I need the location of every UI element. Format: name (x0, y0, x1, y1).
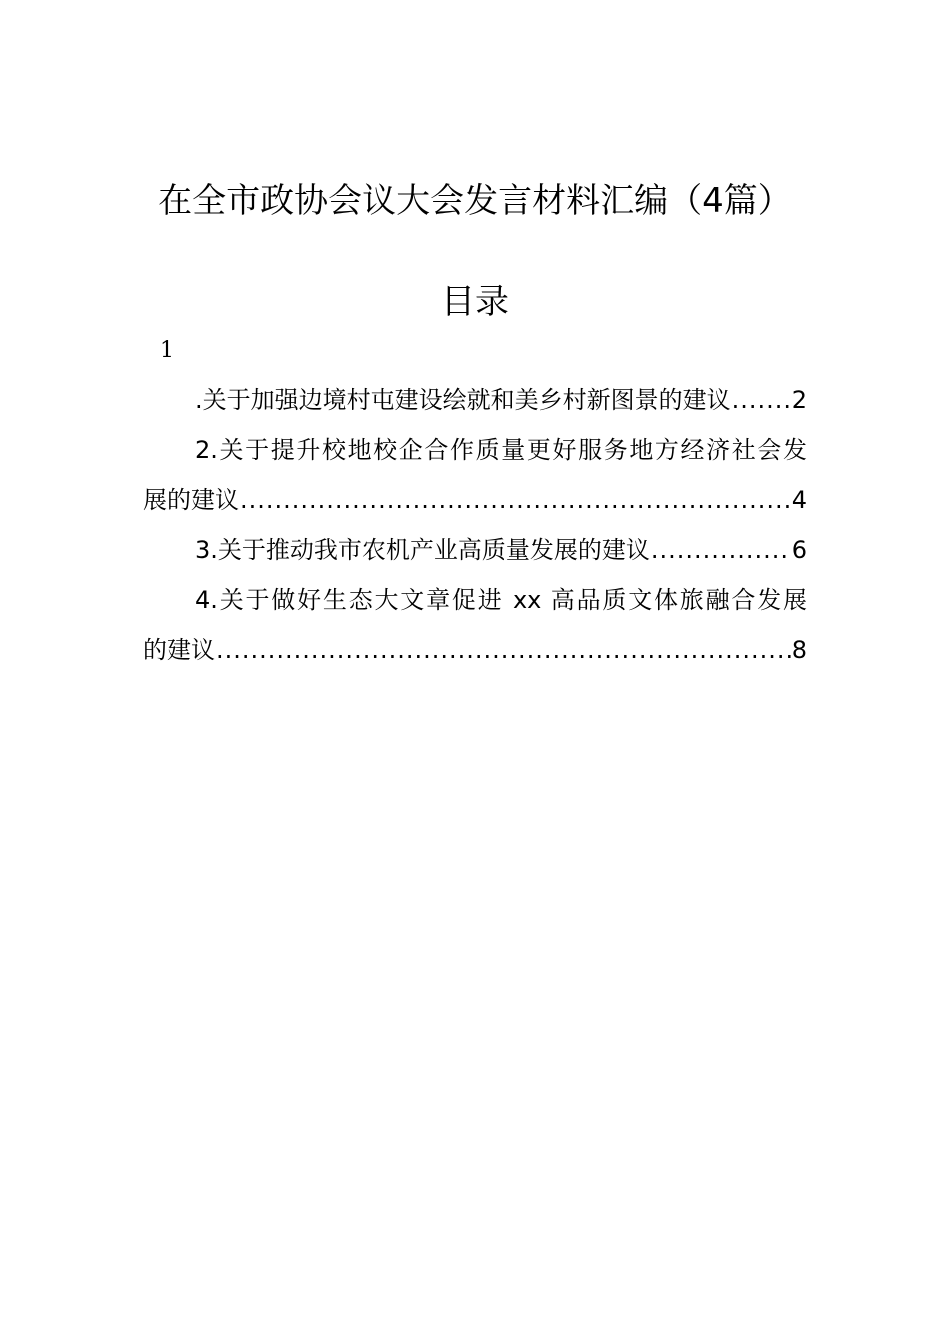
toc-leader-dots (732, 375, 791, 425)
toc-entry-2-text-line2: 展的建议 (143, 486, 239, 514)
table-of-contents (143, 375, 807, 675)
toc-entry-3-page: 6 (791, 536, 807, 564)
toc-entry-2-page: 4 (791, 486, 807, 514)
toc-leader-dots (216, 625, 791, 675)
toc-entry-4-text-line2: 的建议 (143, 636, 215, 664)
toc-entry-3[interactable] (143, 525, 807, 575)
toc-leader-dots (240, 475, 791, 525)
toc-leader-dots (651, 525, 791, 575)
toc-heading: 目录 (441, 282, 509, 322)
toc-entry-3-text: 3.关于推动我市农机产业高质量发展的建议 (195, 536, 650, 564)
toc-entry-4[interactable] (143, 575, 807, 675)
toc-entry-2[interactable] (143, 425, 807, 525)
document-title: 在全市政协会议大会发言材料汇编（4篇） (158, 181, 792, 221)
toc-entry-4-page: 8 (791, 636, 807, 664)
toc-entry-1-text: .关于加强边境村屯建设绘就和美乡村新图景的建议 (195, 386, 731, 414)
toc-entry-4-text-line1: 4.关于做好生态大文章促进 xx 高品质文体旅融合发展 (195, 586, 807, 614)
toc-entry-1-page: 2 (791, 386, 807, 414)
toc-entry-1[interactable] (143, 375, 807, 425)
toc-entry-2-text-line1: 2.关于提升校地校企合作质量更好服务地方经济社会发 (195, 436, 807, 464)
list-number-marker: 1 (160, 338, 174, 363)
